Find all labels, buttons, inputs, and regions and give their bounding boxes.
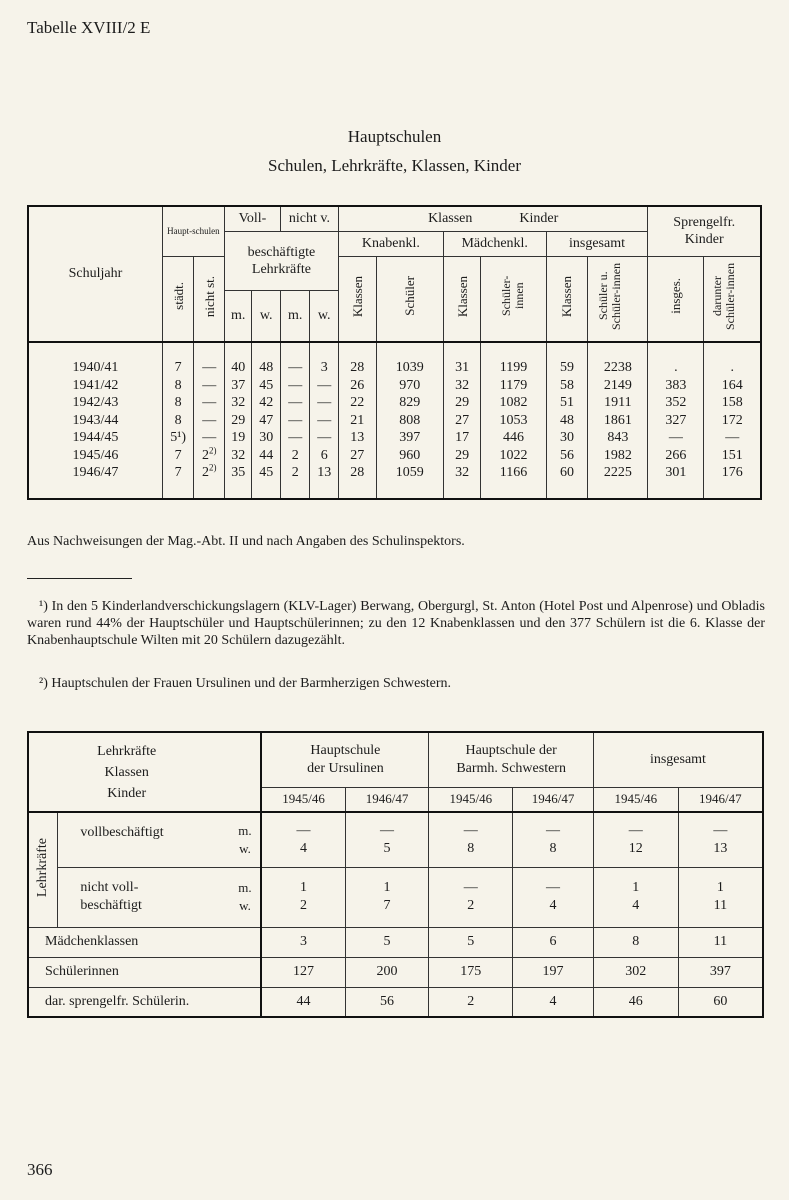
table-row	[28, 394, 761, 412]
cell-voll-m: 29	[224, 412, 251, 430]
footnote-1: ¹) In den 5 Kinderlandverschickungslagern (KLV-Lager) Berwang, Obergurgl, St. Anton (Hotel Post und Alpenrose) und Obladis waren rund 44% der Hauptschüler und Hauptschülerinnen; zu den 12 Knabenklassen und den 377 Schülern ist die 6. Klasse der Knabenhauptschule Wilten mit 20 Schülern dazugezählt.	[27, 599, 765, 648]
header-hs-barmherzige: Hauptschule der Barmh. Schwestern	[429, 732, 594, 787]
header-maedchenkl: Mädchenkl.	[443, 231, 546, 256]
cell-value: 6	[513, 927, 594, 957]
cell-nichtv-m: 2	[280, 447, 310, 465]
cell-year: 1945/46	[28, 447, 162, 465]
cell-voll: — 4	[261, 812, 345, 867]
header-klassen: Klassen	[104, 764, 149, 780]
cell-insg-schueler: 1911	[588, 394, 648, 412]
cell-staedt: 7	[162, 342, 194, 377]
cell-knaben-klassen: 27	[338, 447, 376, 465]
header-beschaeftigte-lehrkraefte	[224, 231, 338, 290]
cell-insg-klassen: 51	[546, 394, 588, 412]
cell-maedchen-klassen: 31	[443, 342, 481, 377]
header-year: 1945/46	[593, 787, 678, 812]
cell-value: 4	[513, 987, 594, 1017]
header-nichtv-w: w.	[310, 290, 339, 342]
cell-insg-klassen: 59	[546, 342, 588, 377]
table-row	[28, 412, 761, 430]
cell-nichtv-m: 2	[280, 464, 310, 499]
header-insgesamt: insgesamt	[593, 732, 763, 787]
footnote-divider	[27, 578, 132, 579]
cell-insg-klassen: 56	[546, 447, 588, 465]
header-lehrkraefte: Lehrkräfte	[97, 743, 157, 759]
header-schuljahr: Schuljahr	[28, 206, 162, 342]
cell-insg-schueler: 2149	[588, 377, 648, 395]
cell-insg-klassen: 48	[546, 412, 588, 430]
row-label-vollbeschaeftigt: vollbeschäftigt	[58, 812, 230, 867]
cell-staedt: 8	[162, 394, 194, 412]
cell-voll: — 12	[593, 812, 678, 867]
cell-nicht-st: —	[194, 377, 225, 395]
cell-value: 8	[593, 927, 678, 957]
cell-sprengel-insges: .	[648, 342, 704, 377]
header-nicht-st: nicht st.	[194, 256, 225, 342]
cell-voll-w: 45	[252, 464, 281, 499]
header-year: 1945/46	[429, 787, 513, 812]
cell-sprengel-insges: 327	[648, 412, 704, 430]
cell-nichtv-w: 6	[310, 447, 339, 465]
cell-nicht-st: 2$^{2)}$	[194, 464, 225, 499]
cell-value: 200	[345, 957, 429, 987]
source-note: Aus Nachweisungen der Mag.-Abt. II und nach Angaben des Schulinspektors.	[27, 534, 465, 549]
header-schueler-u-schuelerinnen: Schüler u. Schüler-innen	[588, 256, 648, 342]
header-sprengelfr-kinder: Kinder	[684, 232, 724, 248]
table-row	[28, 447, 761, 465]
cell-value: 2	[429, 987, 513, 1017]
side-label-lehrkraefte: Lehrkräfte	[28, 812, 58, 927]
cell-nicht-voll: 1 4	[593, 867, 678, 927]
cell-value: 60	[678, 987, 763, 1017]
cell-nichtv-w: 13	[310, 464, 339, 499]
header-lehrkraefte-klassen-kinder	[28, 732, 261, 812]
footnote-2: ²) Hauptschulen der Frauen Ursulinen und der Barmherzigen Schwestern.	[39, 676, 452, 691]
row-mw-labels: m. w.	[230, 812, 262, 867]
cell-staedt: 8	[162, 412, 194, 430]
header-voll: Voll-	[224, 206, 280, 231]
cell-nichtv-w: 3	[310, 342, 339, 377]
header-staedt: städt.	[162, 256, 194, 342]
cell-voll: — 5	[345, 812, 429, 867]
header-klassen-word: Klassen	[428, 210, 473, 226]
cell-value: 175	[429, 957, 513, 987]
cell-voll-m: 35	[224, 464, 251, 499]
cell-value: 5	[429, 927, 513, 957]
cell-voll-w: 42	[252, 394, 281, 412]
cell-staedt: 5¹)	[162, 429, 194, 447]
cell-voll-m: 19	[224, 429, 251, 447]
cell-sprengel-insges: —	[648, 429, 704, 447]
cell-schuelerinnen: 1082	[481, 394, 546, 412]
cell-insg-schueler: 2225	[588, 464, 648, 499]
cell-nichtv-m: —	[280, 412, 310, 430]
cell-voll-m: 37	[224, 377, 251, 395]
header-year: 1945/46	[261, 787, 345, 812]
cell-sprengel-insges: 301	[648, 464, 704, 499]
cell-nichtv-m: —	[280, 342, 310, 377]
cell-knaben-klassen: 22	[338, 394, 376, 412]
cell-schuelerinnen: 1199	[481, 342, 546, 377]
table-row	[28, 429, 761, 447]
cell-maedchen-klassen: 32	[443, 377, 481, 395]
table-row	[28, 927, 763, 957]
header-year: 1946/47	[345, 787, 429, 812]
cell-maedchen-klassen: 27	[443, 412, 481, 430]
cell-schueler: 1039	[376, 342, 443, 377]
header-kinder: Kinder	[107, 785, 147, 801]
cell-nichtv-m: —	[280, 429, 310, 447]
cell-knaben-klassen: 21	[338, 412, 376, 430]
cell-staedt: 7	[162, 464, 194, 499]
cell-nichtv-w: —	[310, 412, 339, 430]
cell-insg-schueler: 843	[588, 429, 648, 447]
header-lehrkraefte: Lehrkräfte	[251, 261, 311, 277]
cell-value: 3	[261, 927, 345, 957]
cell-sprengel-darunter: .	[704, 342, 761, 377]
cell-value: 46	[593, 987, 678, 1017]
cell-voll-m: 40	[224, 342, 251, 377]
ordensschulen-table	[27, 731, 764, 1018]
cell-sprengel-insges: 266	[648, 447, 704, 465]
cell-insg-klassen: 30	[546, 429, 588, 447]
cell-schueler: 397	[376, 429, 443, 447]
page-subtitle: Schulen, Lehrkräfte, Klassen, Kinder	[267, 156, 522, 175]
cell-nichtv-w: —	[310, 394, 339, 412]
cell-value: 197	[513, 957, 594, 987]
header-beschaeftigte: beschäftigte	[247, 244, 316, 260]
cell-staedt: 8	[162, 377, 194, 395]
header-schueler: Schüler	[376, 256, 443, 342]
hauptschulen-table	[27, 205, 762, 500]
row-label-sprengelfr-schuelerinnen: dar. sprengelfr. Schülerin.	[28, 987, 261, 1017]
cell-schuelerinnen: 1179	[481, 377, 546, 395]
table-row	[28, 342, 761, 377]
table-row	[28, 987, 763, 1017]
header-hs-ursulinen: Hauptschule der Ursulinen	[261, 732, 429, 787]
cell-value: 302	[593, 957, 678, 987]
cell-maedchen-klassen: 29	[443, 447, 481, 465]
header-klassen-insgesamt: Klassen	[546, 256, 588, 342]
cell-sprengel-darunter: 164	[704, 377, 761, 395]
header-klassen-maedchen: Klassen	[443, 256, 481, 342]
cell-year: 1946/47	[28, 464, 162, 499]
page-title: Hauptschulen	[347, 127, 442, 146]
cell-schueler: 808	[376, 412, 443, 430]
cell-nicht-st: —	[194, 394, 225, 412]
table-reference: Tabelle XVIII/2 E	[27, 18, 151, 37]
cell-nicht-voll: 1 7	[345, 867, 429, 927]
cell-knaben-klassen: 26	[338, 377, 376, 395]
row-label-nicht-voll: nicht voll- beschäftigt	[58, 867, 230, 927]
cell-nichtv-m: —	[280, 377, 310, 395]
cell-maedchen-klassen: 17	[443, 429, 481, 447]
cell-voll-w: 45	[252, 377, 281, 395]
header-nichtv-m: m.	[280, 290, 310, 342]
header-klassen-kinder	[338, 206, 647, 231]
cell-schuelerinnen: 446	[481, 429, 546, 447]
cell-nicht-voll: — 4	[513, 867, 594, 927]
cell-sprengel-insges: 352	[648, 394, 704, 412]
cell-schuelerinnen: 1166	[481, 464, 546, 499]
cell-year: 1940/41	[28, 342, 162, 377]
header-insgesamt: insgesamt	[546, 231, 648, 256]
header-voll-w: w.	[252, 290, 281, 342]
cell-sprengel-darunter: 151	[704, 447, 761, 465]
header-year: 1946/47	[513, 787, 594, 812]
header-kinder-word: Kinder	[519, 210, 559, 226]
header-insges: insges.	[648, 256, 704, 342]
cell-knaben-klassen: 13	[338, 429, 376, 447]
table-row	[28, 957, 763, 987]
cell-sprengel-darunter: 172	[704, 412, 761, 430]
cell-nichtv-m: —	[280, 394, 310, 412]
cell-insg-schueler: 1861	[588, 412, 648, 430]
cell-nicht-st: —	[194, 429, 225, 447]
cell-voll: — 8	[513, 812, 594, 867]
cell-nicht-st: —	[194, 412, 225, 430]
header-sprengelfr-label: Sprengelfr.	[673, 215, 736, 231]
cell-knaben-klassen: 28	[338, 464, 376, 499]
cell-voll: — 13	[678, 812, 763, 867]
cell-voll-m: 32	[224, 447, 251, 465]
cell-year: 1944/45	[28, 429, 162, 447]
header-knabenkl: Knabenkl.	[338, 231, 443, 256]
cell-sprengel-darunter: —	[704, 429, 761, 447]
cell-sprengel-insges: 383	[648, 377, 704, 395]
cell-staedt: 7	[162, 447, 194, 465]
cell-value: 56	[345, 987, 429, 1017]
cell-schueler: 960	[376, 447, 443, 465]
cell-voll-m: 32	[224, 394, 251, 412]
cell-nicht-st: —	[194, 342, 225, 377]
row-mw-labels: m. w.	[230, 867, 262, 927]
header-klassen-knaben: Klassen	[338, 256, 376, 342]
cell-nicht-voll: — 2	[429, 867, 513, 927]
cell-maedchen-klassen: 29	[443, 394, 481, 412]
cell-schueler: 970	[376, 377, 443, 395]
cell-value: 397	[678, 957, 763, 987]
cell-knaben-klassen: 28	[338, 342, 376, 377]
page-number: 366	[27, 1160, 53, 1179]
cell-year: 1943/44	[28, 412, 162, 430]
cell-schueler: 1059	[376, 464, 443, 499]
cell-insg-schueler: 2238	[588, 342, 648, 377]
cell-year: 1942/43	[28, 394, 162, 412]
cell-nichtv-w: —	[310, 377, 339, 395]
cell-insg-schueler: 1982	[588, 447, 648, 465]
cell-insg-klassen: 58	[546, 377, 588, 395]
header-voll-m: m.	[224, 290, 251, 342]
header-nicht-v: nicht v.	[280, 206, 338, 231]
cell-value: 44	[261, 987, 345, 1017]
cell-value: 11	[678, 927, 763, 957]
cell-insg-klassen: 60	[546, 464, 588, 499]
cell-value: 127	[261, 957, 345, 987]
cell-nicht-voll: 1 2	[261, 867, 345, 927]
cell-voll-w: 44	[252, 447, 281, 465]
header-sprengelfr	[648, 206, 761, 256]
cell-nicht-st: 2$^{2)}$	[194, 447, 225, 465]
cell-schuelerinnen: 1053	[481, 412, 546, 430]
cell-nichtv-w: —	[310, 429, 339, 447]
cell-voll-w: 48	[252, 342, 281, 377]
cell-value: 5	[345, 927, 429, 957]
cell-sprengel-darunter: 158	[704, 394, 761, 412]
header-hauptschulen: Haupt-schulen	[162, 206, 224, 256]
row-label-maedchenklassen: Mädchenklassen	[28, 927, 261, 957]
table-row	[28, 377, 761, 395]
header-schuelerinnen: Schüler-innen	[481, 256, 546, 342]
cell-voll-w: 47	[252, 412, 281, 430]
cell-voll: — 8	[429, 812, 513, 867]
cell-voll-w: 30	[252, 429, 281, 447]
cell-maedchen-klassen: 32	[443, 464, 481, 499]
cell-schueler: 829	[376, 394, 443, 412]
row-label-schuelerinnen: Schülerinnen	[28, 957, 261, 987]
table-row	[28, 464, 761, 499]
cell-schuelerinnen: 1022	[481, 447, 546, 465]
cell-nicht-voll: 1 11	[678, 867, 763, 927]
header-darunter-schuelerinnen: darunter Schüler-innen	[704, 256, 761, 342]
cell-sprengel-darunter: 176	[704, 464, 761, 499]
header-year: 1946/47	[678, 787, 763, 812]
cell-year: 1941/42	[28, 377, 162, 395]
